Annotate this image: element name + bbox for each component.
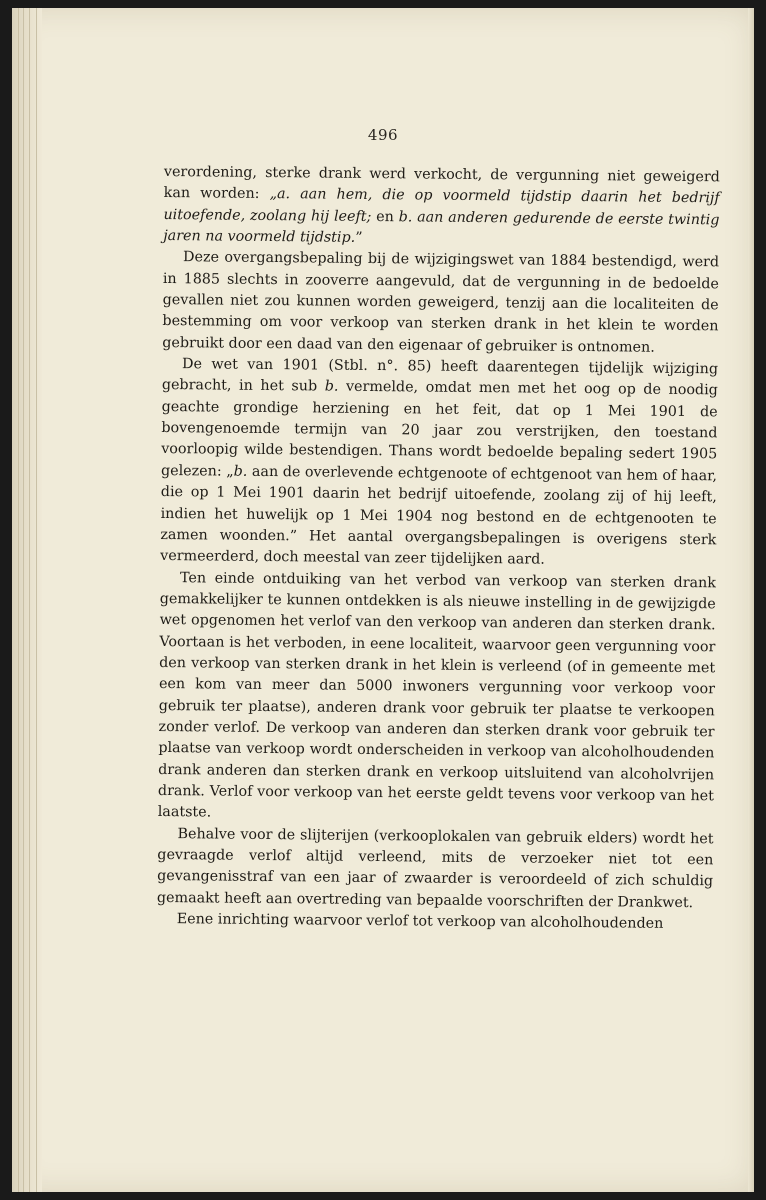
- paragraph: [158, 568, 716, 829]
- paragraph: [157, 909, 713, 936]
- gutter-line: [23, 8, 24, 1192]
- gutter-line: [18, 8, 19, 1192]
- text-run: Behalve voor de slijterijen (verkooplokalen van gebruik elders) wordt het gevraagde verlof altijd verleend, mits de verzoeker niet tot een gevangenisstraf van een jaar of zwaarder is veroordeeld of zich schuldig gemaakt heeft aan overtreding van bepaalde voorschriften der Drankwet.: [156, 825, 714, 911]
- gutter-line: [29, 8, 30, 1192]
- text-run: Eene inrichting waarvoor verlof tot verkoop van alcoholhoudenden: [176, 911, 664, 932]
- text-run: vermelde, omdat men met het oog op de noodig geachte grondige herziening en het feit, dat op 1 Mei 1901 de bovengenoemde termijn van 20 jaar zou verstrijken, den toestand voorloopig wilde bestendigen. Thans wordt bedoelde bepaling sedert 1905 gelezen: „: [160, 379, 718, 480]
- gutter-line: [36, 8, 37, 1192]
- italic-text-run: b.: [233, 463, 248, 480]
- scanned-page: [12, 8, 754, 1192]
- text-run: aan de overlevende echtgenoote of echtgenoot van hem of haar, die op 1 Mei 1901 daarin het bedrijf uitoefende, zoolang zij of hij leeft, indien het huwelijk op 1 Mei 1904 nog bestond en de echtgenooten te zamen woonden.” Het aantal overgangsbepalingen is overigens sterk vermeerderd, doch meestal van zeer tijdelijken aard.: [160, 463, 718, 568]
- italic-text-run: „a. aan hem, die op voormeld tijdstip daarin het bedrijf uitoefende, zoolang hij leeft;: [163, 186, 720, 225]
- text-run: De wet van 1901 (Stbl. n°. 85) heeft daarentegen tijdelijk wijziging gebracht, in het sub: [161, 356, 719, 395]
- page-edge: [748, 8, 754, 1192]
- paragraph: [163, 162, 720, 253]
- text-run: verordening, sterke drank werd verkocht, de vergunning niet geweigerd kan worden:: [163, 163, 720, 203]
- text-run: en: [371, 208, 399, 225]
- text-run: ”: [355, 229, 363, 246]
- italic-text-run: b.: [324, 378, 339, 396]
- text-run: Deze overgangsbepaling bij de wijzigingswet van 1884 bestendigd, werd in 1885 slechts in zooverre aangevuld, dat de vergunning in de bedoelde gevallen niet zou kunnen worden geweigerd, tenzij aan die localiteiten de bestemming om voor verkoop van sterken drank in het klein te worden gebruikt door een daad van den eigenaar of gebruiker is ontnomen.: [162, 249, 720, 356]
- body-text: [157, 162, 720, 936]
- paragraph: [162, 247, 719, 359]
- paragraph: [160, 354, 718, 573]
- text-run: Ten einde ontduiking van het verbod van verkoop van sterken drank gemakkelijker te kunnen ontdekken is als nieuwe instelling in de gewijzigde wet opgenomen het verlof van den verkoop van anderen dan sterken drank. Voortaan is het verboden, in eene localiteit, waarvoor geen vergunning voor den verkoop van sterken drank in het klein is verleend (of in gemeente met een kom van meer dan 5000 inwoners vergunning voor verkoop voor gebruik ter plaatse), anderen drank voor gebruik ter plaatse te verkoopen zonder verlof. De verkoop van anderen dan sterken drank voor gebruik ter plaatse van verkoop wordt onderscheiden in verkoop van alcoholhoudenden drank anderen dan sterken drank en verkoop uitsluitend van alcoholvrijen drank. Verlof voor verkoop van het eerste geldt tevens voor verkoop van het laatste.: [157, 569, 717, 821]
- italic-text-run: b. aan anderen gedurende de eerste twintig jaren na voormeld tijdstip.: [163, 208, 720, 246]
- page-gutter: [12, 8, 42, 1192]
- page-number: 496: [367, 126, 399, 144]
- paragraph: [157, 824, 714, 915]
